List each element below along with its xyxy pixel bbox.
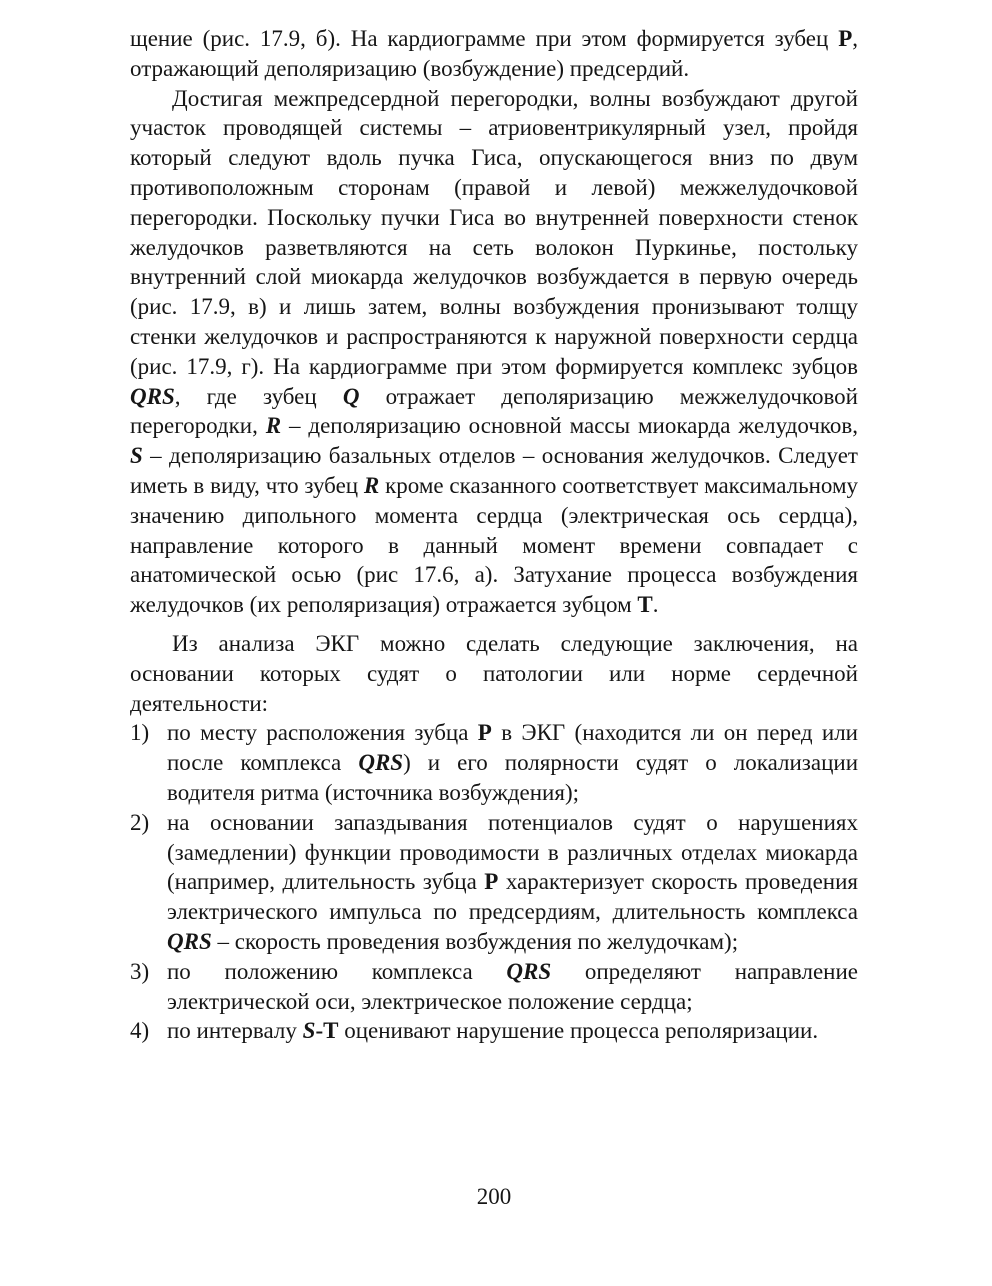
list-item	[130, 957, 858, 1017]
text-run: по месту расположения зубца	[167, 720, 478, 746]
text-run: характеризует скорость проведения электрического импульса по предсердиям, длительность комплекса	[167, 869, 858, 925]
list-number: 1)	[130, 720, 150, 746]
text-run: в ЭКГ (находится ли он перед или после комплекса	[167, 720, 858, 776]
text-run: на основании запаздывания потенциалов судят о нарушениях (замедлении) функции проводимости в различных отделах миокарда (например, длительность зубца	[167, 809, 858, 895]
text-run: по положению комплекса	[167, 958, 507, 984]
qrs-label: QRS	[506, 958, 552, 984]
st-interval-label: -Т	[315, 1018, 339, 1044]
text-run: .	[652, 592, 659, 618]
text-run: щение (рис. 17.9, б). На кардиограмме при этом формируется зубец	[130, 26, 839, 51]
list-item	[130, 718, 858, 807]
text-run: Достигая межпредсердной перегородки, волны возбуждают другой участок проводящей системы – атриовентрикулярный узел, пройдя который следуют вдоль пучка Гиса, опускающегося вниз по двум противоположным сторонам (правой и левой) межжелудочковой перегородки. Поскольку пучки Гиса во внутренней поверхности стенок желудочков разветвляются на сеть волокон Пуркинье, постольку внутренний слой миокарда желудочков возбуждается в первую очередь (рис. 17.9, в) и лишь затем, волны возбуждения пронизывают толщу стенки желудочков и распространяются к наружной поверхности сердца (рис. 17.9, г). На кардиограмме при этом формируется комплекс зубцов	[130, 85, 858, 379]
wave-p-label: Р	[477, 720, 492, 746]
text-run: – скорость проведения возбуждения по желудочкам);	[211, 928, 739, 954]
list-item	[130, 808, 858, 957]
text-run: – деполяризацию основной массы миокарда желудочков,	[281, 413, 859, 439]
text-run: кроме сказанного соответствует максимальному значению дипольного момента сердца (электрическая ось сердца), направление которого в данный момент времени совпадает с анатомической осью (рис 17.6, а). Затухание процесса возбуждения желудочков (их реполяризация) отражается зубцом	[130, 472, 858, 618]
wave-r-label: R	[363, 472, 380, 498]
paragraph-1	[130, 24, 858, 84]
paragraph-2	[130, 84, 858, 620]
text-run: – деполяризацию базальных отделов – основания желудочков. Следует иметь в виду, что зубец	[130, 443, 858, 498]
list-number: 4)	[130, 1018, 150, 1044]
text-run: , где зубец	[174, 383, 343, 409]
wave-p-label: Р	[838, 26, 853, 51]
qrs-label: QRS	[167, 928, 212, 954]
list-number: 3)	[130, 958, 150, 984]
text-run: , отражающий деполяризацию (возбуждение) предсердий.	[130, 26, 858, 81]
text-run: по интервалу	[167, 1018, 303, 1044]
qrs-label: QRS	[130, 383, 175, 409]
qrs-label: QRS	[358, 750, 404, 776]
wave-s-label: S	[130, 443, 143, 469]
text-run: ) и его полярности судят о локализации водителя ритма (источника возбуждения);	[167, 750, 858, 805]
wave-r-label: R	[265, 413, 282, 439]
text-run: определяют направление электрической оси, электрическое положение сердца;	[167, 958, 858, 1014]
conclusions-list	[130, 718, 858, 1046]
document-page	[130, 24, 858, 1264]
st-interval-label: S	[302, 1018, 316, 1044]
wave-p-label: Р	[484, 869, 499, 895]
list-item	[130, 1016, 858, 1046]
text-run: отражает деполяризацию межжелудочковой перегородки,	[130, 383, 858, 439]
text-run: оценивают нарушение процесса реполяризации.	[338, 1018, 819, 1044]
wave-t-label: Т	[637, 592, 653, 618]
wave-q-label: Q	[342, 383, 360, 409]
page-number: 200	[476, 1184, 512, 1209]
list-number: 2)	[130, 809, 150, 835]
paragraph-3: Из анализа ЭКГ можно сделать следующие заключения, на основании которых судят о патологии или норме сердечной деятельности:	[130, 630, 858, 716]
